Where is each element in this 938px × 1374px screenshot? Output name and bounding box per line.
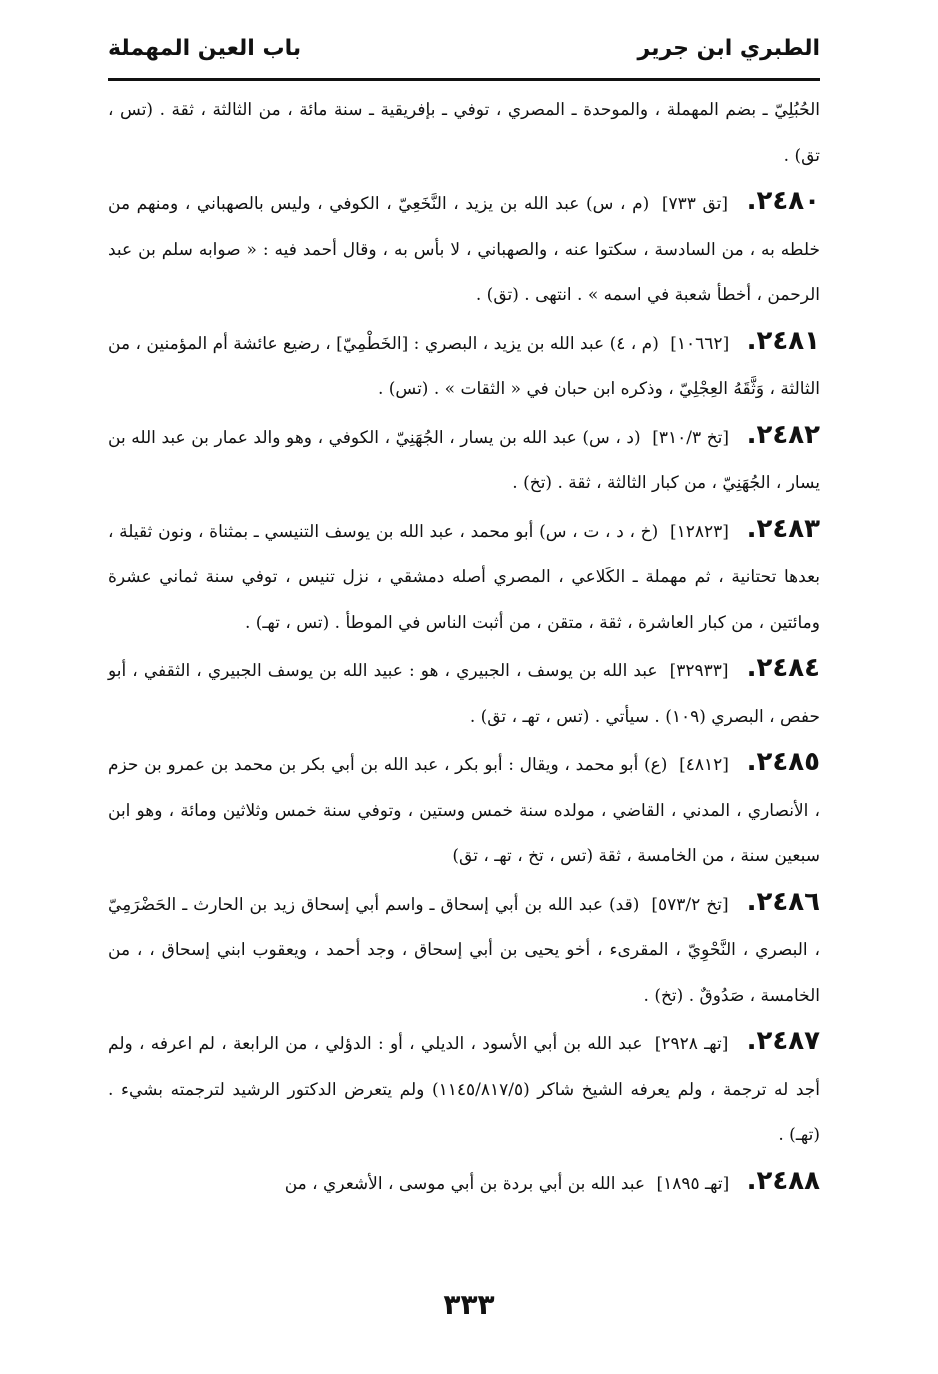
entry-reference: [تق ٧٣٣]	[661, 194, 729, 214]
entry-reference: [تخ ٥٧٣/٢]	[651, 894, 729, 915]
entry-paragraph	[108, 1159, 820, 1208]
entry-text: (قد) عبد الله بن أبي إسحاق ـ واسم أبي إسحاق زيد بن الحارث ـ الحَضْرَمِيّ ، البصري ، النَّحْوِيّ ، المقرىء ، أخو يحيى بن أبي إسحاق ، وجد أحمد ، ويعقوب ابني إسحاق ، ، من الخامسة ، صَدُوقٌ . (تخ) .	[108, 894, 820, 1006]
entry-text: (د ، س) عبد الله بن يسار ، الجُهَنِيّ ، الكوفي ، وهو والد عمار بن عبد الله بن يسار ، الجُهَنِيّ ، من كبار الثالثة ، ثقة . (تخ) .	[108, 427, 820, 493]
entry-number: ٢٤٨٤.	[746, 653, 820, 683]
entry-text: الحُبُلِيّ ـ بضم المهملة ، والموحدة ـ المصري ، توفي ـ بإفريقية ـ سنة مائة ، من الثالثة ، ثقة . (تس ، تق) .	[108, 100, 820, 166]
entry-number: ٢٤٨٦.	[746, 886, 821, 917]
entry-text: عبد الله بن أبي بردة بن أبي موسى ، الأشعري ، من	[284, 1173, 646, 1194]
header-rule	[108, 78, 820, 81]
header-chapter-title: باب العين المهملة	[108, 36, 302, 61]
entry-paragraph	[108, 179, 820, 319]
entry-paragraph	[108, 646, 820, 740]
entry-number: ٢٤٨٥.	[746, 747, 820, 777]
running-header	[108, 30, 820, 74]
entry-paragraph	[108, 1019, 820, 1159]
entry-reference: [تخ ٣١٠/٣]	[652, 427, 730, 448]
entry-reference: [تهـ ٢٩٢٨]	[654, 1034, 729, 1054]
entry-reference: [٤٨١٢]	[679, 755, 729, 775]
page-body	[108, 88, 820, 1207]
entry-paragraph	[108, 319, 820, 413]
entry-text: عبد الله بن أبي الأسود ، الديلي ، أو : الدؤلي ، من الرابعة ، لم اعرفه ، ولم أجد له ترجمة ، ولم يعرفه الشيخ شاكر (١١٤٥/٨١٧/٥) ولم يتعرض الدكتور الرشيد لترجمته بشيء . (تهـ) .	[108, 1034, 820, 1145]
entry-number: ٢٤٨٠.	[746, 186, 821, 216]
entry-reference: [١٠٦٦٢]	[670, 333, 730, 354]
entry-paragraph	[108, 740, 820, 880]
entry-number: ٢٤٨٧.	[746, 1026, 820, 1056]
entry-reference: [٣٢٩٣٣]	[669, 661, 729, 681]
entry-number: ٢٤٨٨.	[746, 1165, 820, 1196]
entry-number: ٢٤٨٣.	[746, 513, 820, 544]
entry-text: (ع) أبو محمد ، ويقال : أبو بكر ، عبد الله بن أبي بكر بن محمد بن عمرو بن حزم ، الأنصاري ، المدني ، القاضي ، مولده سنة خمس وستين ، وتوفي سنة خمس وثلاثين ومائة ، وهو ابن سبعين سنة ، من الخامسة ، ثقة (تس ، تخ ، تهـ ، تق)	[108, 755, 820, 866]
entry-text: (م ، ٤) عبد الله بن يزيد ، البصري : [الخَطْمِيّ] ، رضيع عائشة أم المؤمنين ، من الثالثة ، وَثَّقَهُ العِجْلِيّ ، وذكره ابن حبان في « الثقات » . (تس) .	[108, 333, 820, 399]
entry-text: عبد الله بن يوسف ، الجبيري ، هو : عبيد الله بن يوسف الجبيري ، الثقفي ، أبو حفص ، البصري (١٠٩) . سيأتي . (تس ، تهـ ، تق) .	[108, 661, 820, 727]
entry-paragraph	[108, 413, 820, 507]
entry-reference: [تهـ ١٨٩٥]	[656, 1173, 730, 1194]
header-book-title: الطبري ابن جرير	[637, 36, 820, 61]
entry-paragraph	[108, 507, 820, 647]
entry-text: (خ ، د ، ت ، س) أبو محمد ، عبد الله بن يوسف التنيسي ـ بمثناة ، ونون ثقيلة ، بعدها تحتانية ، ثم مهملة ـ الكَلاعي ، المصري أصله دمشقي ، نزل تنيس ، توفي سنة ثماني عشرة ومائتين ، من كبار العاشرة ، ثقة ، متقن ، من أثبت الناس في الموطأ . (تس ، تهـ) .	[108, 521, 820, 633]
page-number: ٣٣٣	[443, 1288, 495, 1321]
entry-paragraph	[108, 880, 820, 1020]
entry-number: ٢٤٨٢.	[746, 419, 820, 450]
entry-reference: [١٢٨٢٣]	[669, 521, 729, 542]
entry-text: (م ، س) عبد الله بن يزيد ، النَّخَعِيّ ، الكوفي ، وليس بالصهباني ، ومنهم من خلطه به ، من السادسة ، سكتوا عنه ، والصهباني ، لا بأس به ، وقال أحمد فيه : « صوابه سلم بن عبد الرحمن ، أخطأ شعبة في اسمه » . انتهى . (تق) .	[108, 194, 820, 305]
entry-number: ٢٤٨١.	[746, 325, 820, 356]
entry-paragraph	[108, 88, 820, 179]
